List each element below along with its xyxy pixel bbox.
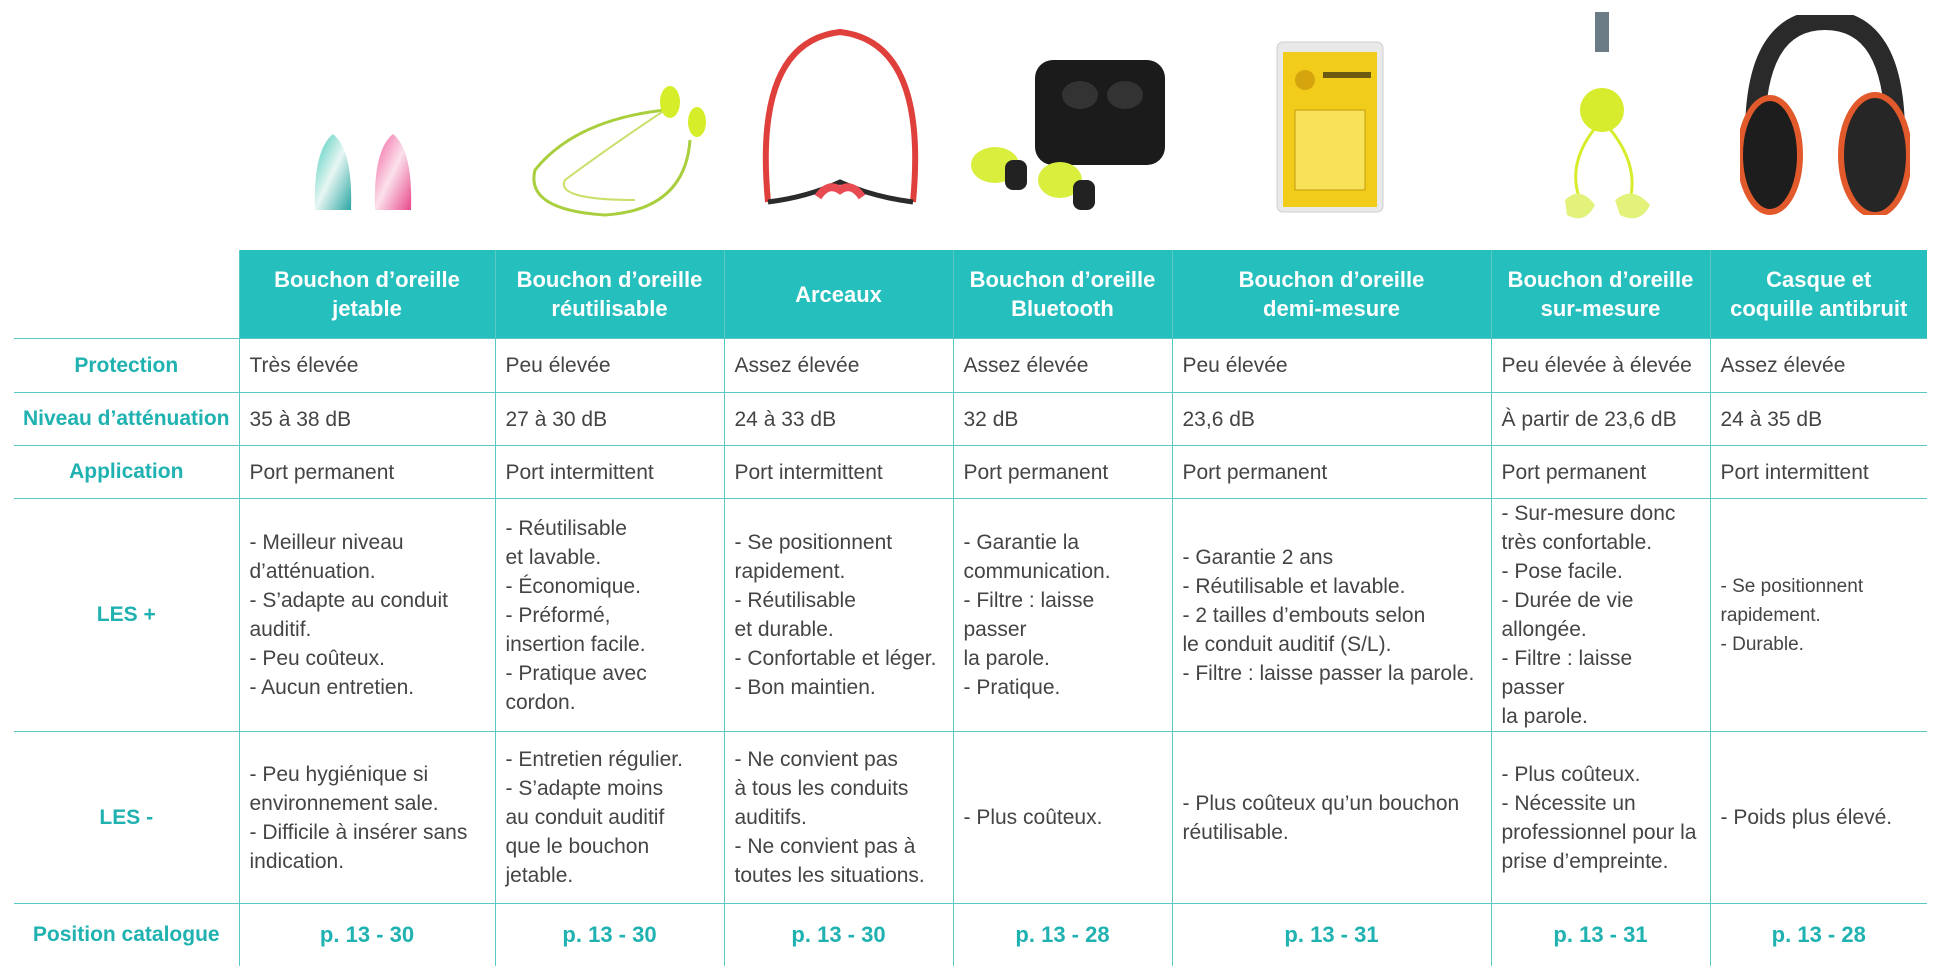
table-cell: - Plus coûteux. - Nécessite un professionnel pour la prise d’empreinte.	[1491, 732, 1710, 904]
table-cell: Port intermittent	[495, 446, 724, 499]
table-cell: - Garantie la communication. - Filtre : laisse passer la parole. - Pratique.	[953, 499, 1172, 732]
product-images-strip	[0, 0, 1941, 250]
row-label: Niveau d’atténuation	[14, 393, 239, 446]
column-header: Casque et coquille antibruit	[1710, 250, 1927, 339]
table-cell: Assez élevée	[724, 339, 953, 393]
table-cell: Port permanent	[1491, 446, 1710, 499]
catalog-page: p. 13 - 30	[239, 904, 495, 966]
table-cell: Assez élevée	[953, 339, 1172, 393]
row-label: Position catalogue	[14, 904, 239, 966]
table-cell: - Ne convient pas à tous les conduits auditifs. - Ne convient pas à toutes les situations.	[724, 732, 953, 904]
table-cell: - Plus coûteux.	[953, 732, 1172, 904]
foam-earplugs-image	[305, 120, 425, 220]
earmuffs-image	[1740, 15, 1910, 215]
table-cell: - Réutilisable et lavable. - Économique. - Préformé, insertion facile. - Pratique avec cordon.	[495, 499, 724, 732]
cons-row	[14, 732, 1927, 904]
table-cell: 32 dB	[953, 393, 1172, 446]
application-row	[14, 446, 1927, 499]
attenuation-row	[14, 393, 1927, 446]
table-cell: - Garantie 2 ans - Réutilisable et lavable. - 2 tailles d’embouts selon le conduit auditif (S/L). - Filtre : laisse passer la parole.	[1172, 499, 1491, 732]
header-row	[14, 250, 1927, 339]
column-header: Bouchon d’oreille réutilisable	[495, 250, 724, 339]
table-cell: - Entretien régulier. - S’adapte moins au conduit auditif que le bouchon jetable.	[495, 732, 724, 904]
protection-row	[14, 339, 1927, 393]
table-cell: Port intermittent	[724, 446, 953, 499]
pros-row	[14, 499, 1927, 732]
table-cell: Très élevée	[239, 339, 495, 393]
catalog-page: p. 13 - 31	[1172, 904, 1491, 966]
table-cell: Peu élevée	[495, 339, 724, 393]
table-cell: Port permanent	[239, 446, 495, 499]
table-cell: - Poids plus élevé.	[1710, 732, 1927, 904]
column-header: Bouchon d’oreille Bluetooth	[953, 250, 1172, 339]
comparison-table	[14, 250, 1927, 966]
column-header: Bouchon d’oreille demi-mesure	[1172, 250, 1491, 339]
table-cell: Port intermittent	[1710, 446, 1927, 499]
table-cell: Port permanent	[1172, 446, 1491, 499]
catalog-page: p. 13 - 28	[953, 904, 1172, 966]
table-cell: - Sur-mesure donc très confortable. - Pose facile. - Durée de vie allongée. - Filtre : laisse passer la parole.	[1491, 499, 1710, 732]
table-cell: 27 à 30 dB	[495, 393, 724, 446]
banded-earplugs-image	[748, 22, 933, 222]
row-label: LES +	[14, 499, 239, 732]
table-cell: - Se positionnent rapidement. - Réutilisable et durable. - Confortable et léger. - Bon maintien.	[724, 499, 953, 732]
table-cell: À partir de 23,6 dB	[1491, 393, 1710, 446]
catalog-page: p. 13 - 31	[1491, 904, 1710, 966]
bluetooth-earbuds-image	[965, 55, 1170, 215]
table-cell: - Peu hygiénique si environnement sale. - Difficile à insérer sans indication.	[239, 732, 495, 904]
table-cell: 35 à 38 dB	[239, 393, 495, 446]
catalog-row	[14, 904, 1927, 966]
table-cell: 24 à 35 dB	[1710, 393, 1927, 446]
table-cell: - Se positionnent rapidement. - Durable.	[1710, 499, 1927, 732]
custom-earplugs-image	[1545, 10, 1665, 235]
table-cell: Assez élevée	[1710, 339, 1927, 393]
table-cell: - Plus coûteux qu’un bouchon réutilisable.	[1172, 732, 1491, 904]
column-header: Arceaux	[724, 250, 953, 339]
column-header: Bouchon d’oreille sur-mesure	[1491, 250, 1710, 339]
row-label: Protection	[14, 339, 239, 393]
corded-earplugs-image	[515, 80, 710, 220]
column-header: Bouchon d’oreille jetable	[239, 250, 495, 339]
row-label: LES -	[14, 732, 239, 904]
table-cell: - Meilleur niveau d’atténuation. - S’adapte au conduit auditif. - Peu coûteux. - Aucun entretien.	[239, 499, 495, 732]
table-cell: 23,6 dB	[1172, 393, 1491, 446]
table-cell: Peu élevée à élevée	[1491, 339, 1710, 393]
table-cell: 24 à 33 dB	[724, 393, 953, 446]
corner-cell	[14, 250, 239, 339]
table-cell: Peu élevée	[1172, 339, 1491, 393]
packaged-earplugs-image	[1275, 40, 1385, 215]
row-label: Application	[14, 446, 239, 499]
catalog-page: p. 13 - 30	[724, 904, 953, 966]
catalog-page: p. 13 - 28	[1710, 904, 1927, 966]
table-cell: Port permanent	[953, 446, 1172, 499]
catalog-page: p. 13 - 30	[495, 904, 724, 966]
